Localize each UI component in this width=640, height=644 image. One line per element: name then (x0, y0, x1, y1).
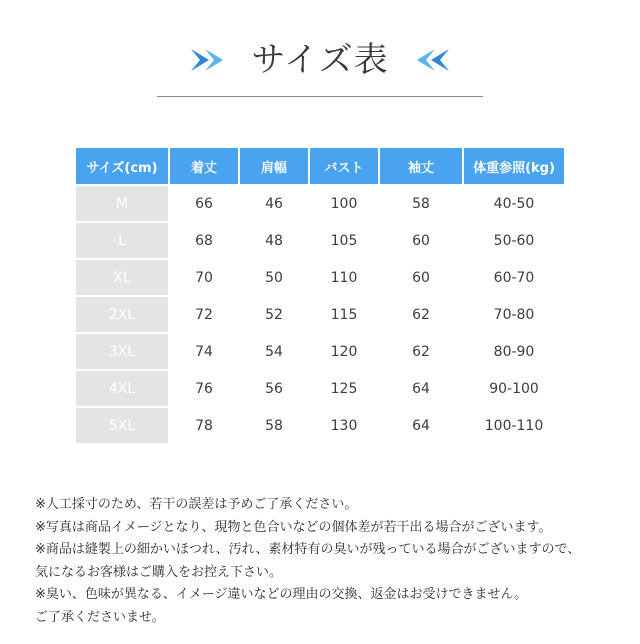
table-cell: 105 (330, 232, 358, 249)
table-cell: 50-60 (493, 232, 535, 249)
table-cell: 60-70 (493, 269, 535, 286)
size-cell: 5XL (76, 408, 168, 443)
table-row (76, 186, 564, 221)
table-cell: 48 (265, 232, 283, 249)
table-cell: 80-90 (493, 343, 535, 360)
note-line: 気になるお客様はご購入をお控え下さい。 (35, 564, 283, 580)
table-row (76, 334, 564, 369)
table-cell: 56 (265, 380, 283, 397)
table-cell: 78 (195, 417, 213, 434)
table-cell: 68 (195, 232, 213, 249)
table-cell: 120 (330, 343, 358, 360)
chevron-right-icon (191, 49, 225, 71)
header-length: 着丈 (170, 148, 238, 184)
table-row (76, 297, 564, 332)
table-cell: 70 (195, 269, 213, 286)
size-cell: 4XL (76, 371, 168, 406)
table-cell: 52 (265, 306, 283, 323)
page-title: サイズ表 (251, 40, 389, 80)
table-row (76, 223, 564, 258)
title-bar (0, 38, 640, 82)
table-cell: 125 (330, 380, 358, 397)
table-cell: 115 (330, 306, 358, 323)
table-cell: 60 (412, 232, 430, 249)
table-cell: 64 (412, 417, 430, 434)
chevron-left-icon (415, 49, 449, 71)
table-cell: 76 (195, 380, 213, 397)
table-header-row (76, 148, 564, 184)
table-cell: 54 (265, 343, 283, 360)
table-cell: 46 (265, 195, 283, 212)
table-cell: 110 (330, 269, 358, 286)
table-cell: 72 (195, 306, 213, 323)
table-cell: 62 (412, 306, 430, 323)
table-row (76, 260, 564, 295)
table-cell: 74 (195, 343, 213, 360)
header-bust: バスト (310, 148, 378, 184)
table-cell: 50 (265, 269, 283, 286)
title-divider (157, 96, 483, 97)
table-cell: 58 (265, 417, 283, 434)
table-cell: 58 (412, 195, 430, 212)
table-cell: 40-50 (493, 195, 535, 212)
size-cell: 3XL (76, 334, 168, 369)
note-line: ※写真は商品イメージとなり、現物と色合いなどの個体差が若干出る場合がございます。 (35, 519, 552, 535)
size-cell: 2XL (76, 297, 168, 332)
notes (35, 494, 625, 629)
size-cell: L (76, 223, 168, 258)
table-cell: 130 (330, 417, 358, 434)
table-cell: 62 (412, 343, 430, 360)
note-line: ※商品は縫製上の細かいほつれ、汚れ、素材特有の臭いが残っている場合がございますので、 (35, 542, 581, 557)
table-cell: 64 (412, 380, 430, 397)
note-line: ※人工採寸のため、若干の誤差は予めご了承ください。 (35, 497, 358, 512)
table-row (76, 371, 564, 406)
header-size: サイズ(cm) (76, 148, 168, 184)
table-cell: 100-110 (484, 417, 544, 434)
table-cell: 90-100 (489, 380, 539, 397)
table-row (76, 408, 564, 443)
size-table (74, 146, 566, 445)
note-line: ご了承くださいませ。 (35, 609, 165, 625)
table-cell: 100 (330, 195, 358, 212)
header-shoulder: 肩幅 (240, 148, 308, 184)
note-line: ※臭い、色味が異なる、イメージ違いなどの理由の交換、返金はお受けできません。 (35, 587, 528, 602)
size-cell: M (76, 186, 168, 221)
header-sleeve: 袖丈 (380, 148, 462, 184)
table-cell: 70-80 (493, 306, 535, 323)
header-weight: 体重参照(kg) (464, 148, 564, 184)
table-cell: 66 (195, 195, 213, 212)
table-cell: 60 (412, 269, 430, 286)
size-cell: XL (76, 260, 168, 295)
